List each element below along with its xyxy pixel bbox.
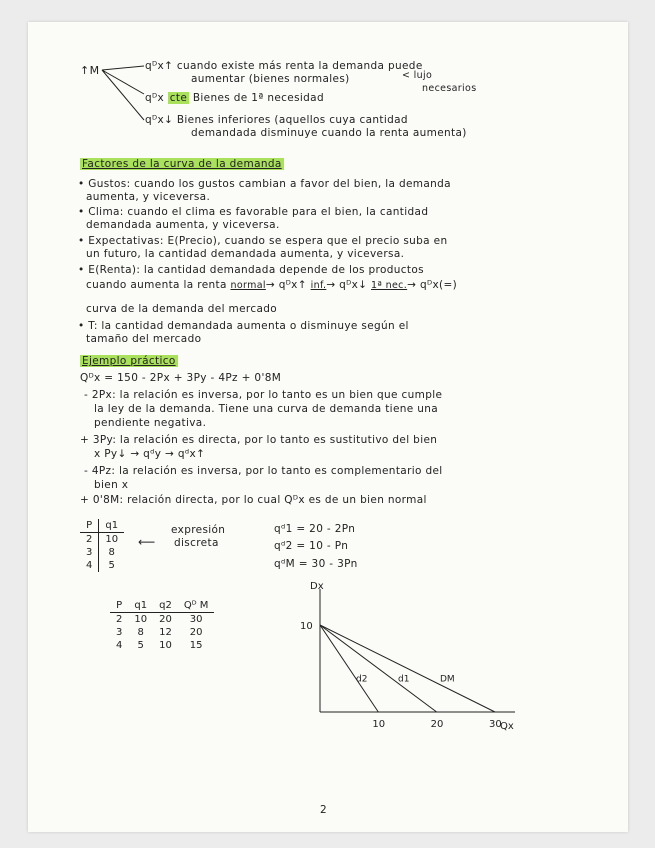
ejemplo-heading: Ejemplo práctico (82, 355, 176, 367)
necesarios-label: necesarios (422, 83, 477, 94)
demand-line-d2 (320, 625, 378, 712)
ejemplo-line-5: x Py↓ → qᵈy → qᵈx↑ (94, 448, 206, 460)
tamano-line-2: tamaño del mercado (86, 333, 202, 345)
branch3-cont: demandada disminuye cuando la renta aumenta) (191, 127, 467, 139)
page-number: 2 (320, 804, 328, 816)
table-header: q1 (99, 519, 124, 533)
demand-equation: Qᴰx = 150 - 2Px + 3Py - 4Pz + 0'8M (80, 372, 282, 384)
branch-lines (100, 62, 150, 132)
branch3-line: qᴰx↓ Bienes inferiores (aquellos cuya cantidad (145, 114, 408, 126)
gustos-line-2: aumenta, y viceversa. (86, 191, 211, 203)
table-header: P (80, 519, 99, 533)
y-axis-label: Dx (310, 581, 324, 592)
branch2-symbol: qᴰx (145, 92, 165, 104)
expectativas-line-1: • Expectativas: E(Precio), cuando se espera que el precio suba en (78, 235, 448, 247)
x-tick-label: 20 (430, 719, 444, 730)
x-axis-label: Qx (500, 721, 514, 732)
factores-heading: Factores de la curva de la demanda (82, 158, 282, 170)
expectativas-line-2: un futuro, la cantidad demandada aumenta, y viceversa. (86, 248, 405, 260)
renta-line-2: cuando aumenta la renta normal→ qᴰx↑ inf.→ qᴰx↓ 1ª nec.→ qᴰx(=) (86, 279, 458, 291)
ejemplo-line-8: + 0'8M: relación directa, por lo cual Qᴰx es de un bien normal (80, 494, 427, 506)
clima-line-2: demandada aumenta, y viceversa. (86, 219, 280, 231)
y-tick-label: 10 (300, 621, 313, 632)
table-header: Qᴰ M (178, 599, 215, 613)
series-label-DM: DM (440, 674, 455, 685)
discreta-note: discreta (174, 537, 219, 549)
table-header: q1 (128, 599, 153, 613)
left-arrow-icon: ⟵ (138, 535, 156, 549)
table-row: 3 8 12 20 (116, 627, 203, 638)
series-label-d2: d2 (356, 674, 368, 685)
branch1-line: qᴰx↑ cuando existe más renta la demanda puede (145, 60, 423, 72)
demand-line-d1 (320, 625, 437, 712)
branch2-line (145, 92, 324, 105)
table-header: q2 (153, 599, 178, 613)
demand-chart (290, 577, 530, 737)
lujo-label: < lujo (402, 70, 433, 81)
table-row: 4 5 10 15 (116, 640, 203, 651)
gustos-line-1: • Gustos: cuando los gustos cambian a favor del bien, la demanda (78, 178, 451, 190)
x-tick-label: 10 (372, 719, 386, 730)
main-label: ↑M (80, 64, 100, 77)
table-row: 3 8 (80, 546, 124, 559)
clima-line-1: • Clima: cuando el clima es favorable para el bien, la cantidad (78, 206, 429, 218)
ejemplo-line-6: - 4Pz: la relación es inversa, por lo tanto es complementario del (84, 465, 443, 477)
ejemplo-line-7: bien x (94, 479, 129, 491)
series-label-d1: d1 (398, 674, 410, 685)
branch2-text: Bienes de 1ª necesidad (192, 92, 324, 104)
table-row: 4 5 (80, 559, 124, 572)
table-row: 2 10 20 30 (116, 614, 203, 625)
ejemplo-line-3: pendiente negativa. (94, 417, 207, 429)
equation-q2: qᵈ2 = 10 - Pn (274, 540, 349, 552)
tamano-line-1: • T: la cantidad demandada aumenta o disminuye según el (78, 320, 409, 332)
normal-arrow-label: normal (230, 280, 266, 291)
table-row: 2 10 (80, 533, 124, 547)
demand-line-DM (320, 625, 495, 712)
table-header: P (110, 599, 128, 613)
ejemplo-line-4: + 3Py: la relación es directa, por lo tanto es sustitutivo del bien (80, 434, 438, 446)
nec-arrow-label: 1ª nec. (371, 280, 408, 291)
branch1-cont: aumentar (bienes normales) (191, 73, 350, 85)
renta-line-1: • E(Renta): la cantidad demandada depende de los productos (78, 264, 424, 276)
ejemplo-line-2: la ley de la demanda. Tiene una curva de demanda tiene una (94, 403, 439, 415)
small-demand-table (80, 519, 124, 572)
equation-qm: qᵈM = 30 - 3Pn (274, 558, 358, 570)
notebook-page (28, 22, 628, 832)
market-demand-table (110, 599, 214, 652)
curva-mercado-line: curva de la demanda del mercado (86, 303, 278, 315)
expresion-note: expresión (171, 524, 226, 536)
ejemplo-line-1: - 2Px: la relación es inversa, por lo tanto es un bien que cumple (84, 389, 443, 401)
cte-badge: cte (169, 92, 188, 104)
x-tick-label: 30 (489, 719, 502, 730)
inf-arrow-label: inf. (310, 280, 327, 291)
equation-q1: qᵈ1 = 20 - 2Pn (274, 523, 356, 535)
